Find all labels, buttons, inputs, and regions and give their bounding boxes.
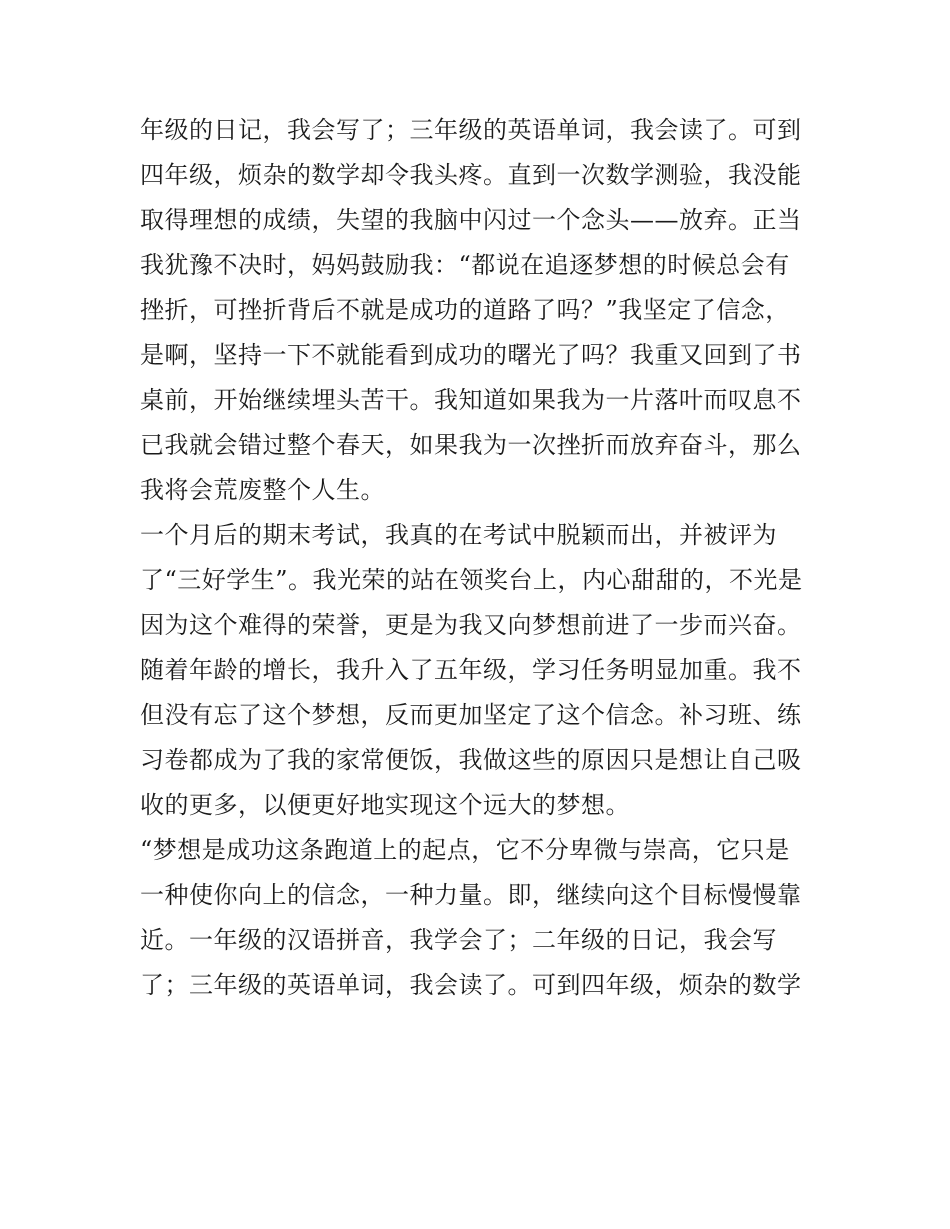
text-line: 已我就会错过整个春天，如果我为一次挫折而放弃奋斗，那么 xyxy=(140,431,802,459)
text-line: “梦想是成功这条跑道上的起点，它不分卑微与崇高，它只是 xyxy=(140,836,790,864)
body-text xyxy=(140,108,820,1008)
text-line: 一个月后的期末考试，我真的在考试中脱颖而出，并被评为 xyxy=(140,521,777,549)
text-line: 近。一年级的汉语拼音，我学会了；二年级的日记，我会写 xyxy=(140,926,777,954)
text-line: 一种使你向上的信念，一种力量。即，继续向这个目标慢慢靠 xyxy=(140,881,802,909)
text-line: 因为这个难得的荣誉，更是为我又向梦想前进了一步而兴奋。 xyxy=(140,611,802,639)
text-line: 了；三年级的英语单词，我会读了。可到四年级，烦杂的数学 xyxy=(140,971,802,999)
text-line: 我将会荒废整个人生。 xyxy=(140,476,385,504)
text-line: 是啊，坚持一下不就能看到成功的曙光了吗？我重又回到了书 xyxy=(140,341,802,369)
text-line: 四年级，烦杂的数学却令我头疼。直到一次数学测验，我没能 xyxy=(140,161,802,189)
text-line: 了“三好学生”。我光荣的站在领奖台上，内心甜甜的，不光是 xyxy=(140,566,803,594)
text-line: 收的更多，以便更好地实现这个远大的梦想。 xyxy=(140,791,630,819)
text-line: 习卷都成为了我的家常便饭，我做这些的原因只是想让自己吸 xyxy=(140,746,802,774)
text-line: 但没有忘了这个梦想，反而更加坚定了这个信念。补习班、练 xyxy=(140,701,802,729)
text-line: 年级的日记，我会写了；三年级的英语单词，我会读了。可到 xyxy=(140,116,802,144)
text-line: 挫折，可挫折背后不就是成功的道路了吗？”我坚定了信念， xyxy=(140,296,790,324)
text-line: 我犹豫不决时，妈妈鼓励我：“都说在追逐梦想的时候总会有 xyxy=(140,251,790,279)
text-line: 桌前，开始继续埋头苦干。我知道如果我为一片落叶而叹息不 xyxy=(140,386,802,414)
text-line: 取得理想的成绩，失望的我脑中闪过一个念头——放弃。正当 xyxy=(140,206,802,234)
text-line: 随着年龄的增长，我升入了五年级，学习任务明显加重。我不 xyxy=(140,656,802,684)
